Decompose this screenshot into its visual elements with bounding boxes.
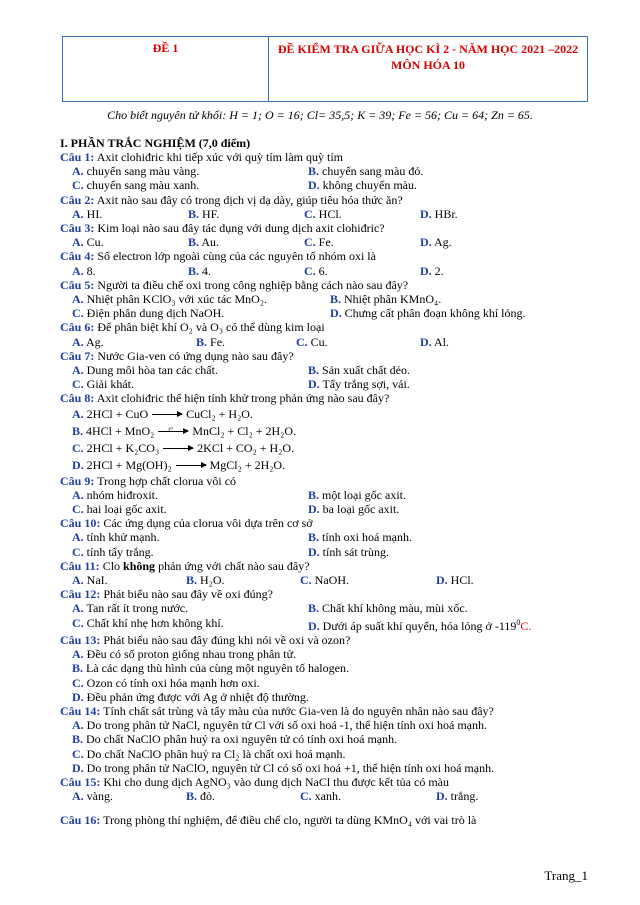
options-7: A. Dung môi hòa tan các chất. B. Sản xuất chất dẻo. <box>72 363 410 378</box>
exam-subject: MÔN HÓA 10 <box>391 58 465 72</box>
options-9: A. nhóm hiđroxit. B. một loại gốc axit. <box>72 487 406 502</box>
arrow-icon <box>152 414 182 415</box>
reaction-d: D. 2HCl + Mg(OH)₂ MgCl₂ + 2H₂O. <box>72 457 286 472</box>
exam-code: ĐỀ 1 <box>63 37 269 101</box>
options-15: A. vàng. B. đỏ. C. xanh. D. trắng. <box>72 789 479 804</box>
arrow-icon <box>163 448 193 449</box>
question-13: Câu 13: Phát biểu nào sau đây đúng khi nói về oxi và ozon? <box>60 632 351 647</box>
question-11: Câu 11: Clo không phản ứng với chất nào sau đây? <box>60 558 310 573</box>
question-14: Câu 14: Tính chất sát trùng và tẩy màu của nước Gia-ven là do nguyên nhân nào sau đây? <box>60 703 494 718</box>
exam-header <box>62 36 588 102</box>
reaction-a: A. 2HCl + CuO CuCl₂ + H₂O. <box>72 406 253 421</box>
exam-title: ĐỀ KIỂM TRA GIỮA HỌC KÌ 2 - NĂM HỌC 2021 –2022 <box>277 42 579 56</box>
question-15: Câu 15: Khi cho dung dịch AgNO₃ vào dung dịch NaCl thu được kết tủa có màu <box>60 774 449 789</box>
options-10: A. tính khử mạnh. B. tính oxi hoá mạnh. <box>72 530 413 545</box>
arrow-icon: t° <box>158 431 188 432</box>
page-number: Trang_1 <box>544 868 588 883</box>
options-2: A. HI. B. HF. C. HCl. D. HBr. <box>72 206 458 221</box>
options-5: A. Nhiệt phân KClO₃ với xúc tác MnO₂. B. Nhiệt phân KMnO₄. <box>72 292 442 307</box>
options-4: A. 8. B. 4. C. 6. D. 2. <box>72 263 444 278</box>
question-5: Câu 5: Người ta điều chế oxi trong công nghiệp bằng cách nào sau đây? <box>60 277 409 292</box>
question-1: Câu 1: Axit clohiđric khi tiếp xúc với quỳ tím làm quỳ tím <box>60 150 344 164</box>
arrow-icon <box>176 465 206 466</box>
exam-content: I. PHẦN TRẮC NGHIỆM (7,0 điểm) Câu 1: Axit clohiđric khi tiếp xúc với quỳ tím làm quỳ tím A. chuyển sang màu vàng. B. chuyển sang màu đỏ. C. chuyển sang màu xanh. D. không chuyển màu. Câu 2: Axit nào sau đây có trong dịch vị dạ dày, giúp tiêu hóa thức ăn? A. HI. B. HF. C. HCl. D. HBr. Câu 3: Kim loại nào sau đây tác dụng với dung dịch axit clohiđric? A. Cu. B. Au. C. Fe. D. Ag. Câu 4: Số electron lớp ngoài cùng của các nguyên tố nhóm oxi là A. 8. B. 4. C. 6. D. 2. Câu 5: Người ta điều chế oxi trong công nghiệp bằng cách nào sau đây? A. Nhiệt phân KClO₃ với xúc tác MnO₂. B. Nhiệt phân KMnO₄. C. Điện phân dung dịch NaOH. D. Chưng cất phân đoạn không khí lỏng. Câu 6: Để phân biệt khí O₂ và O₃ có thể dùng kim loại A. Ag. B. Fe. C. Cu. D. Al. Câu 7: Nước Gia-ven có ứng dụng nào sau đây? A. Dung môi hòa tan các chất. B. Sản xuất chất dẻo. C. Giải khát. D. Tẩy trắng sợi, vải. Câu 8: Axit clohiđric thể hiện tính khử trong phản ứng nào sau đây? A. 2HCl + CuO CuCl₂ + H₂O. B. 4HCl + MnO₂ t° MnCl₂ + Cl₂ + 2H₂O. C. 2HCl + K₂CO₃ 2KCl + CO₂ + H₂O. D. 2HCl + Mg(OH)₂ MgCl₂ + 2H₂O. Câu 9: Trong hợp chất clorua vôi có A. nhóm hiđroxit. B. một loại gốc axit. C. hai loại gốc axit. D. ba loại gốc axit. Câu 10: Các ứng dụng của clorua vôi dựa trên cơ sở A. tính khử mạnh. B. tính oxi hoá mạnh. C. tính tẩy trắng. D. tính sát trùng. Câu 11: Clo không phản ứng với chất nào sau đây? A. NaI. B. H₂O. C. NaOH. D. HCl. Câu 12: Phát biểu nào sau đây về oxi đúng? A. Tan rất ít trong nước. B. Chất khí không màu, mùi xốc. C. Chất khí nhẹ hơn không khí. D. Dưới áp suất khí quyển, hóa lỏng ở $-119^0C$. Câu 13: Phát biểu nào sau đây đúng khi nói về oxi và ozon? A. Đều có số proton giống nhau trong phân tử. B. Là các dạng thù hình của cùng một nguyên tố halogen. C. Ozon có tính oxi hóa mạnh hơn oxi. D. Đều phản ứng được với Ag ở nhiệt độ thường. Câu 14: Tính chất sát trùng và tẩy màu của nước Gia-ven là do nguyên nhân nào sau đây? A. Do trong phân tử NaCl, nguyên tử Cl với số oxi hoá -1, thể hiện tính oxi hoá mạnh. B. Do chất NaClO phân huỷ ra oxi nguyên tử có tính oxi hoá mạnh. C. Do chất NaClO phân huỷ ra Cl₂ là chất oxi hoá mạnh. D. Do trong phân tử NaClO, nguyên tử Cl có số oxi hoá +1, thể hiện tính oxi hoá mạnh. Câu 15: Khi cho dung dịch AgNO₃ vào dung dịch NaCl thu được kết tủa có màu A. vàng. B. đỏ. C. xanh. D. trắng. Câu 16: Trong phòng thí nghiệm, để điều chế clo, người ta dùng KMnO₄ với vai trò là <box>60 136 600 828</box>
question-10: Câu 10: Các ứng dụng của clorua vôi dựa trên cơ sở <box>60 516 313 531</box>
question-2: Câu 2: Axit nào sau đây có trong dịch vị dạ dày, giúp tiêu hóa thức ăn? <box>60 192 403 207</box>
question-6: Câu 6: Để phân biệt khí O₂ và O₃ có thể dùng kim loại <box>60 320 325 335</box>
options-1: A. chuyển sang màu vàng. B. chuyển sang màu đỏ. <box>72 164 424 179</box>
options-3: A. Cu. B. Au. C. Fe. D. Ag. <box>72 235 452 250</box>
options-6: A. Ag. B. Fe. C. Cu. D. Al. <box>72 334 450 349</box>
question-9: Câu 9: Trong hợp chất clorua vôi có <box>60 473 237 488</box>
section-title: I. PHẦN TRẮC NGHIỆM (7,0 điểm) <box>60 136 251 150</box>
atomic-masses: Cho biết nguyên tử khối: H = 1; O = 16; Cl= 35,5; K = 39; Fe = 56; Cu = 64; Zn = 65. <box>107 108 533 122</box>
options-11: A. NaI. B. H₂O. C. NaOH. D. HCl. <box>72 573 474 588</box>
question-12: Câu 12: Phát biểu nào sau đây về oxi đúng? <box>60 587 273 602</box>
question-7: Câu 7: Nước Gia-ven có ứng dụng nào sau đây? <box>60 348 294 363</box>
reaction-b: B. 4HCl + MnO₂ t° MnCl₂ + Cl₂ + 2H₂O. <box>72 423 297 438</box>
question-4: Câu 4: Số electron lớp ngoài cùng của các nguyên tố nhóm oxi là <box>60 249 376 264</box>
reaction-c: C. 2HCl + K₂CO₃ 2KCl + CO₂ + H₂O. <box>72 440 295 455</box>
question-3: Câu 3: Kim loại nào sau đây tác dụng với dung dịch axit clohiđric? <box>60 221 385 236</box>
question-16: Câu 16: Trong phòng thí nghiệm, để điều chế clo, người ta dùng KMnO₄ với vai trò là <box>60 813 477 828</box>
options-12: A. Tan rất ít trong nước. B. Chất khí không màu, mùi xốc. <box>72 601 468 616</box>
question-8: Câu 8: Axit clohiđric thể hiện tính khử trong phản ứng nào sau đây? <box>60 391 390 406</box>
exam-title-block <box>269 37 587 101</box>
